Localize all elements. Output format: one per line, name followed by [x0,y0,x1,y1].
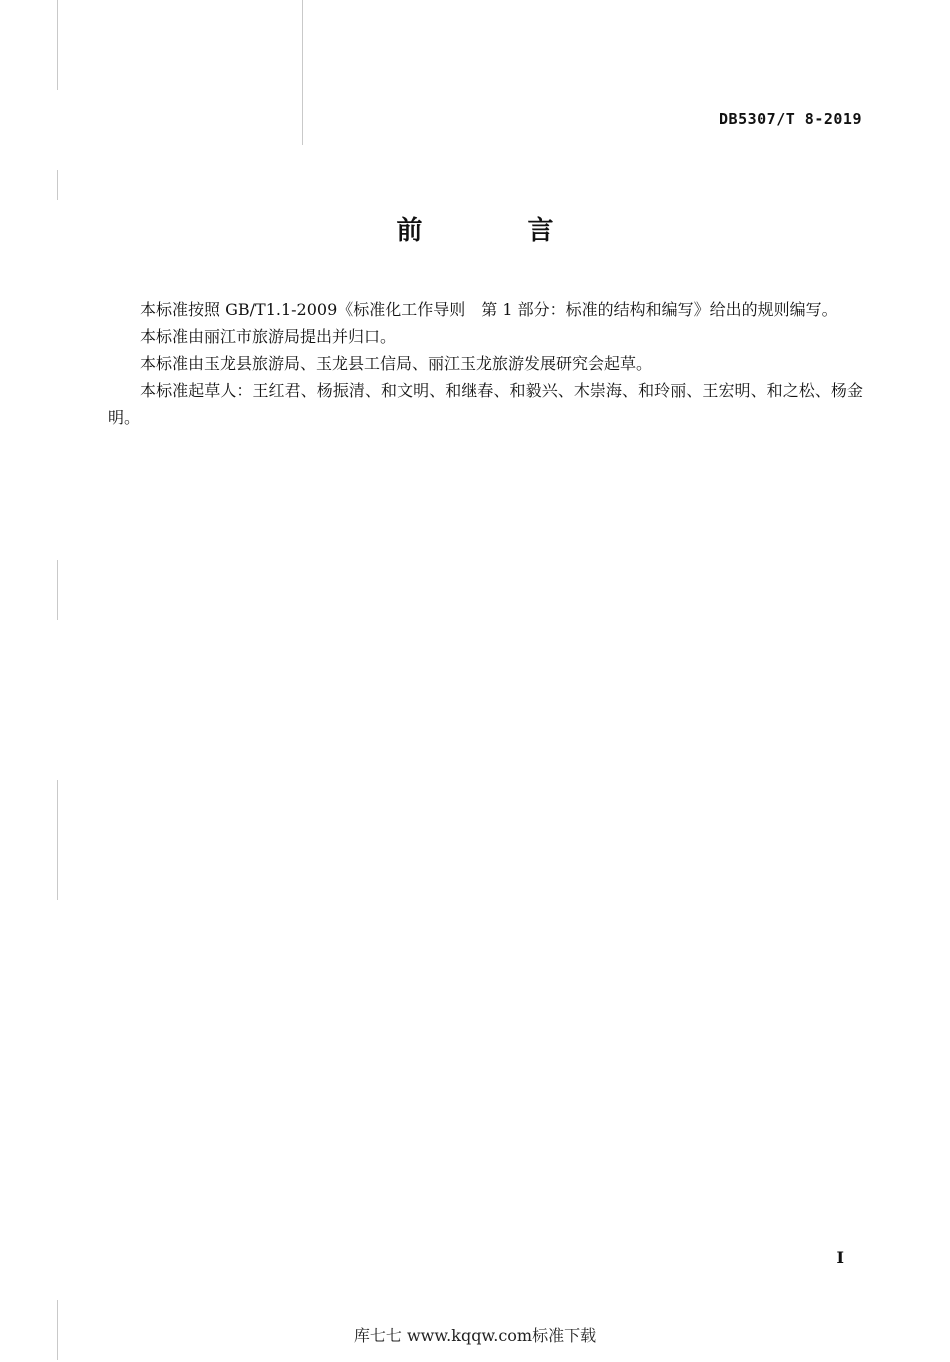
scan-artifact-line [57,780,58,900]
scan-artifact-line [57,0,58,90]
scan-artifact-line [302,0,303,145]
footer-watermark: 库七七 www.kqqw.com标准下载 [353,1326,597,1345]
paragraph-drafting-rules: 本标准按照 GB/T1.1-2009《标准化工作导则 第 1 部分：标准的结构和编写》给出的规则编写。 [140,300,838,319]
page-number: I [836,1248,844,1267]
paragraph-proposer: 本标准由丽江市旅游局提出并归口。 [140,327,397,346]
paragraph-drafters: 本标准起草人：王红君、杨振清、和文明、和继春、和毅兴、木崇海、和玲丽、王宏明、和之松、杨金明。 [108,381,863,427]
foreword-body [108,296,863,431]
scan-artifact-line [57,170,58,200]
paragraph-drafting-units: 本标准由玉龙县旅游局、玉龙县工信局、丽江玉龙旅游发展研究会起草。 [140,354,653,373]
scan-artifact-line [57,560,58,620]
standard-code: DB5307/T 8-2019 [719,110,862,128]
page-title: 前 言 [396,216,602,246]
